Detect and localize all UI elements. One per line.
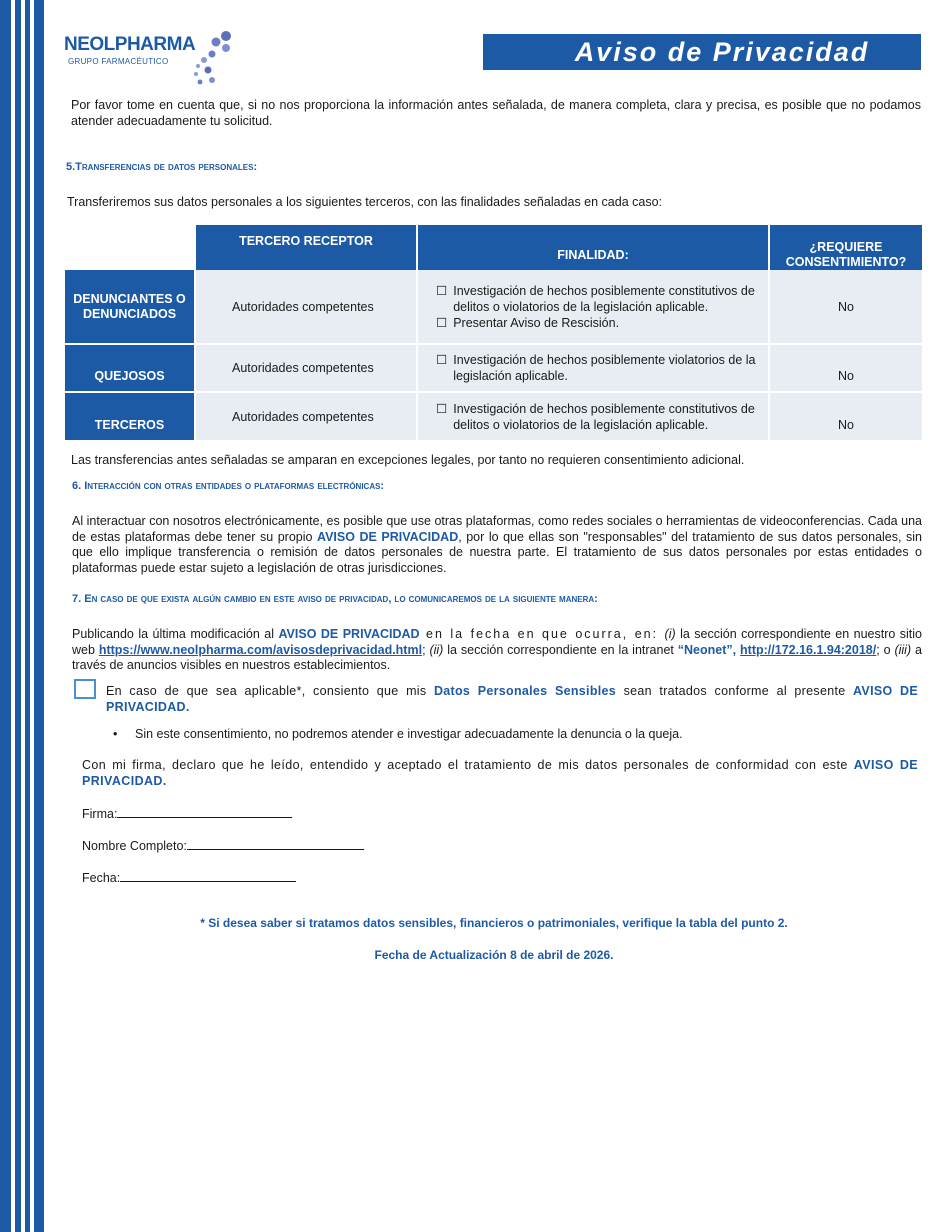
header-finalidad-label: FINALIDAD: xyxy=(557,247,629,262)
intranet-link[interactable]: http://172.16.1.94:2018/ xyxy=(740,642,877,657)
purpose-item xyxy=(436,352,768,384)
checkbox-bullet-icon: ☐ xyxy=(436,401,448,416)
purpose-text: Investigación de hechos posiblemente constitutivos de delitos o violatorios de la legislación aplicable. xyxy=(453,401,755,432)
section7-roman: (ii) xyxy=(429,642,444,657)
signature-fecha xyxy=(82,869,296,887)
row-label-quejosos: QUEJOSOS xyxy=(65,344,195,392)
checkbox-bullet-icon: ☐ xyxy=(436,353,448,367)
row-receptor: Autoridades competentes xyxy=(195,270,417,344)
left-stripe-4 xyxy=(34,0,44,1232)
row-purposes xyxy=(417,344,769,392)
header-consent xyxy=(769,225,922,270)
page-title: Aviso de Privacidad xyxy=(483,34,921,70)
section7-text: ; o xyxy=(876,642,895,657)
checkbox-bullet-icon: ☐ xyxy=(436,315,448,330)
header-receptor xyxy=(195,225,417,270)
declaration-paragraph xyxy=(82,758,918,789)
section7-text: en la fecha en que ocurra, en: xyxy=(419,627,665,641)
purpose-item xyxy=(436,315,768,331)
fecha-line[interactable] xyxy=(120,869,296,882)
header-consent-label: ¿REQUIERE CONSENTIMIENTO? xyxy=(785,239,907,269)
left-stripe-1 xyxy=(0,0,11,1232)
row-consent: No xyxy=(769,270,922,344)
header-finalidad xyxy=(417,225,769,270)
section6-title: 6. Interacción con otras entidades o plataformas electrónicas: xyxy=(72,480,385,492)
website-link[interactable]: https://www.neolpharma.com/avisosdeprivacidad.html xyxy=(98,642,423,657)
section7-roman: (iii) xyxy=(894,642,912,657)
transfer-table xyxy=(65,225,922,440)
purpose-text: Investigación de hechos posiblemente violatorios de la legislación aplicable. xyxy=(453,353,756,383)
section6-highlight: AVISO DE PRIVACIDAD xyxy=(317,529,459,544)
firma-line[interactable] xyxy=(117,805,292,818)
purpose-text: Presentar Aviso de Rescisión. xyxy=(453,315,620,330)
intro-paragraph: Por favor tome en cuenta que, si no nos proporciona la información antes señalada, de manera completa, clara y precisa, es posible que no podamos atender adecuadamente tu solicitud. xyxy=(71,98,921,128)
section5-note: Las transferencias antes señaladas se amparan en excepciones legales, por tanto no requieren consentimiento adicional. xyxy=(71,453,745,467)
logo-name: NEOLPHARMA xyxy=(64,34,196,55)
row-consent: No xyxy=(769,344,922,392)
footer-note: * Si desea saber si tratamos datos sensibles, financieros o patrimoniales, verifique la tabla del punto 2. xyxy=(200,916,788,930)
consent-text-part: En caso de que sea aplicable*, consiento que mis xyxy=(106,684,434,698)
section7-text: la sección correspondiente en nuestro sitio web xyxy=(72,627,922,657)
section5-lead: Transferiremos sus datos personales a los siguientes terceros, con las finalidades señaladas en cada caso: xyxy=(67,195,663,209)
section7-highlight: AVISO DE PRIVACIDAD xyxy=(278,627,420,641)
row-receptor: Autoridades competentes xyxy=(195,392,417,440)
section5-title: 5.Transferencias de datos personales: xyxy=(66,161,258,173)
consent-checkbox[interactable] xyxy=(74,679,96,699)
logo-bubbles-icon xyxy=(168,30,238,88)
row-receptor: Autoridades competentes xyxy=(195,344,417,392)
logo-subtitle: GRUPO FARMACÉUTICO xyxy=(68,57,169,66)
section7-paragraph xyxy=(72,627,922,674)
purpose-item xyxy=(436,283,768,315)
consent-highlight: AVISO DE PRIVACIDAD. xyxy=(106,684,919,714)
signature-firma xyxy=(82,805,292,823)
section6-text-a: Al interactuar con nosotros electrónicamente, es posible que use otras plataformas, como redes sociales o herramientas de videoconferencias. Cada una de estas plataformas debe tener su propio xyxy=(72,514,922,544)
firma-label: Firma: xyxy=(82,807,118,821)
consent-bullet-text: Sin este consentimiento, no podremos atender e investigar adecuadamente la denuncia o la queja. xyxy=(135,727,683,741)
checkbox-bullet-icon: ☐ xyxy=(436,283,448,298)
declaration-text: Con mi firma, declaro que he leído, entendido y aceptado el tratamiento de mis datos personales de conformidad con este xyxy=(82,758,854,772)
row-consent: No xyxy=(769,392,922,440)
intranet-name: “Neonet”, xyxy=(677,642,741,657)
header-receptor-label: TERCERO RECEPTOR xyxy=(239,233,373,248)
row-purposes xyxy=(417,270,769,344)
declaration-highlight: AVISO DE PRIVACIDAD. xyxy=(82,758,918,788)
section7-text: a través de anuncios visibles en nuestros establecimientos. xyxy=(72,642,923,672)
consent-bullet xyxy=(113,727,913,743)
left-stripe-3 xyxy=(25,0,30,1232)
table-corner xyxy=(65,225,195,270)
purpose-item xyxy=(436,401,768,433)
row-purposes xyxy=(417,392,769,440)
consent-highlight: Datos Personales Sensibles xyxy=(433,684,617,698)
consent-text-part: sean tratados conforme al presente xyxy=(616,684,854,698)
row-label-denunciantes: DENUNCIANTES O DENUNCIADOS xyxy=(65,270,195,344)
section6-text-b: , por lo que ellas son "responsables" del tratamiento de sus datos personales, sin que ello implique transferencia o remisión de datos personales de nuestra parte. El tratamiento de sus datos personales por estas entidades o plataformas puede estar sujeto a legislación de otras jurisdicciones. xyxy=(72,529,922,575)
purpose-text: Investigación de hechos posiblemente constitutivos de delitos o violatorios de la legislación aplicable. xyxy=(453,283,755,314)
section7-text: la sección correspondiente en la intranet xyxy=(443,642,678,657)
neolpharma-logo xyxy=(64,30,234,88)
section6-paragraph xyxy=(72,514,922,576)
section7-title: 7. En caso de que exista algún cambio en este aviso de privacidad, lo comunicaremos de la siguiente manera: xyxy=(72,593,598,605)
signature-nombre xyxy=(82,837,364,855)
row-label-terceros: TERCEROS xyxy=(65,392,195,440)
section7-roman: (i) xyxy=(664,627,676,641)
bullet-dot-icon: • xyxy=(113,727,118,741)
left-stripe-2 xyxy=(15,0,21,1232)
section7-text: Publicando la última modificación al xyxy=(72,627,279,641)
footer-updated: Fecha de Actualización 8 de abril de 2026. xyxy=(374,948,614,962)
section7-text: ; xyxy=(422,642,430,657)
fecha-label: Fecha: xyxy=(82,871,121,885)
nombre-label: Nombre Completo: xyxy=(82,839,187,853)
nombre-line[interactable] xyxy=(187,837,364,850)
consent-text xyxy=(106,684,918,715)
